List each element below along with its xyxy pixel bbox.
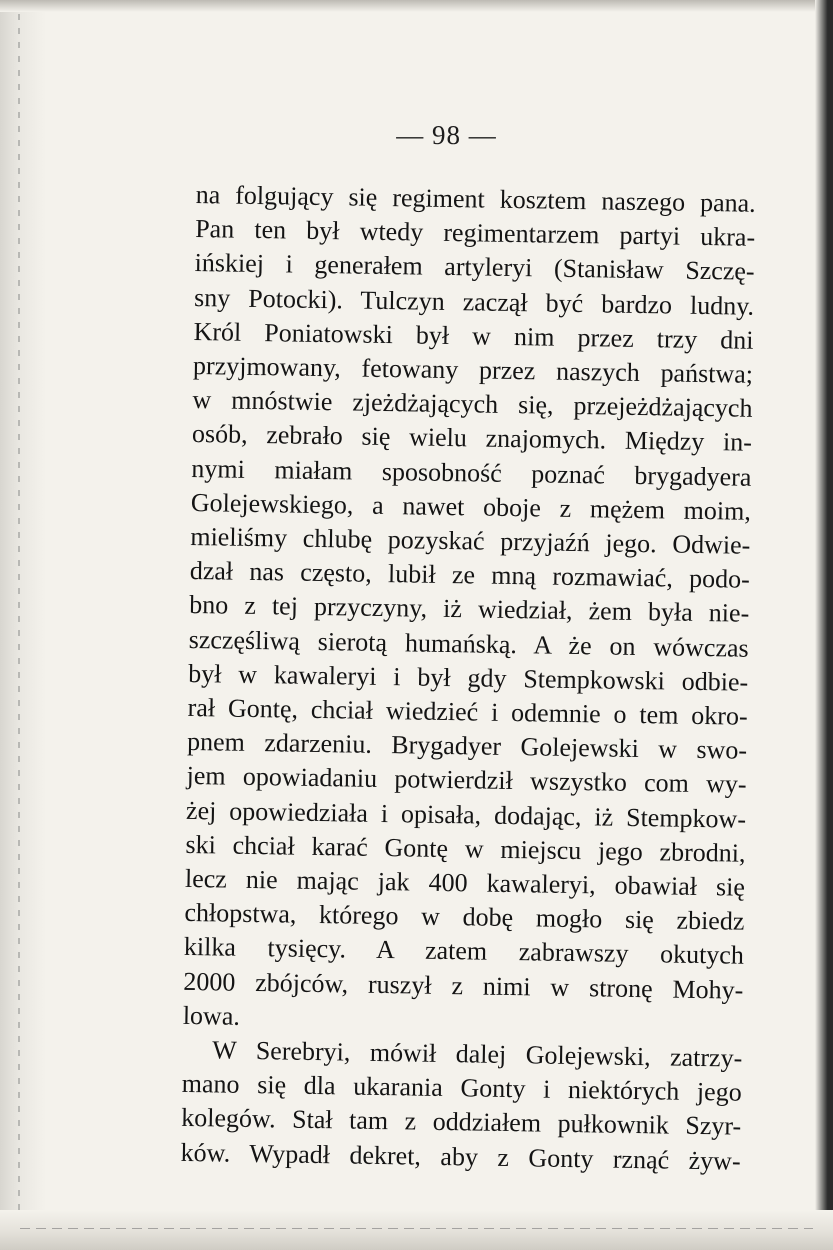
top-edge — [0, 0, 833, 12]
right-edge-shadow — [815, 0, 833, 1250]
binding-shadow — [0, 0, 46, 1250]
text-line: chłopstwa, którego w dobę mogło się zbiedz — [184, 898, 745, 936]
text-line: mano się dla ukarania Gonty i niektórych jego — [181, 1069, 742, 1107]
text-line: kilka tysięcy. A zatem zabrawszy okutych — [183, 932, 745, 971]
text-line: ski chciał karać Gontę w miejscu jego zbrodni, — [185, 829, 746, 868]
text-line: bno z tej przyczyny, iż wiedział, żem była nie- — [189, 590, 750, 629]
text-line: 2000 zbójców, ruszył z nimi w stronę Mohy- — [183, 966, 744, 1005]
paragraph-start-line: W Serebryi, mówił dalej Golejewski, zatrzy- — [212, 1035, 743, 1073]
text-line: na folgujący się regiment kosztem naszego pana. — [195, 179, 756, 218]
text-line: Golejewskiego, a nawet oboje z mężem moim, — [190, 487, 752, 526]
text-line: był w kawaleryi i był gdy Stempkowski odbie- — [187, 658, 749, 697]
text-line: nymi miałam sposobność poznać brygadyera — [191, 453, 752, 492]
text-line: sny Potocki). Tulczyn zaczął być bardzo ludny. — [193, 282, 755, 321]
text-line: dzał nas często, lubił ze mną rozmawiać, podo- — [189, 556, 750, 594]
text-line: osób, zebrało się wielu znajomych. Między in- — [191, 419, 753, 458]
text-line: Pan ten był wtedy regimentarzem partyi ukra- — [194, 214, 756, 252]
page-number: — 98 — — [396, 120, 497, 150]
text-line: jem opowiadaniu potwierdził wszystko com wy- — [186, 761, 747, 800]
paragraph-end-line: lowa. — [182, 1000, 241, 1031]
bottom-edge — [0, 1210, 833, 1250]
text-line: rał Gontę, chciał wiedzieć i odemnie o tem okro- — [187, 692, 748, 731]
text-line: kolegów. Stał tam z oddziałem pułkownik Szyr- — [181, 1103, 742, 1142]
text-line: przyjmowany, fetowany przez naszych państwa; — [192, 350, 754, 389]
text-line: ińskiej i generałem artyleryi (Stanisław Szczę- — [194, 248, 755, 287]
text-line: pnem zdarzeniu. Brygadyer Golejewski w swo- — [186, 727, 748, 765]
body-text — [180, 178, 756, 1179]
text-line: ków. Wypadł dekret, aby z Gonty rznąć żyw- — [180, 1137, 741, 1176]
text-line: mieliśmy chlubę pozyskać przyjaźń jego. Odwie- — [190, 521, 751, 560]
text-line: szczęśliwą sierotą humańską. A że on wówczas — [188, 624, 749, 663]
text-line: lecz nie mając jak 400 kawaleryi, obawiał się — [184, 863, 746, 902]
text-line: Król Poniatowski był w nim przez trzy dni — [193, 316, 754, 355]
text-line: żej opowiedziała i opisała, dodając, iż Stempkow- — [185, 795, 747, 834]
text-line: w mnóstwie zjeżdżających się, przejeżdżających — [192, 385, 753, 423]
